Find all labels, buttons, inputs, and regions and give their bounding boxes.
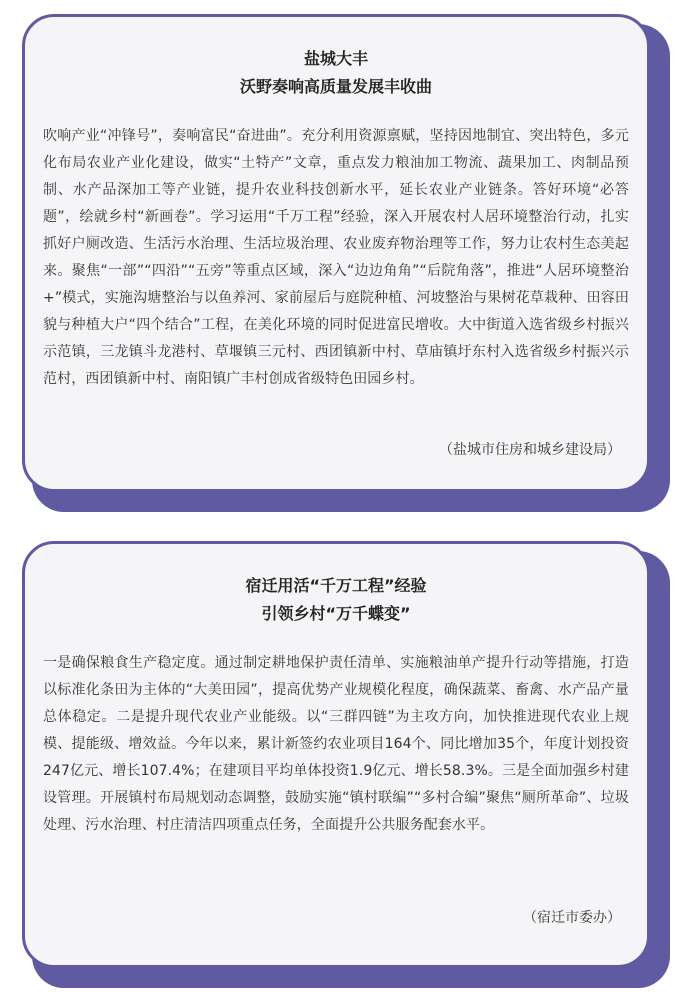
card-title-line1: 宿迁用活“千万工程”经验 [245,576,427,595]
card-title-line1: 盐城大丰 [303,49,368,68]
card-body: 一是确保粮食生产稳定度。通过制定耕地保护责任清单、实施粮油单产提升行动等措施，打造以标准化条田为主体的“大美田园”，提高优势产业规模化程度，确保蔬菜、畜禽、水产品产量总体稳定。二是提升现代农业产业能级。以“三群四链”为主攻方向，加快推进现代农业上规模、提能级、增效益。今年以来，累计新签约农业项目164个、同比增加35个，年度计划投资247亿元、增长107.4%；在建项目平均单体投资1.9亿元、增长58.3%。三是全面加强乡村建设管理。开展镇村布局规划动态调整，鼓励实施“镇村联编”“多村合编”聚焦“厕所革命”、垃圾处理、污水治理、村庄清洁四项重点任务，全面提升公共服务配套水平。 [43,655,629,833]
card-title-line2: 引领乡村“万千蝶变” [261,604,411,623]
card-panel [22,14,650,492]
article-card-suqian [22,541,660,978]
card-panel [22,541,650,968]
card-body: 吹响产业“冲锋号”，奏响富民“奋进曲”。充分利用资源禀赋，坚持因地制宜、突出特色，多元化布局农业产业化建设，做实“土特产”文章，重点发力粮油加工物流、蔬果加工、肉制品预制、水产品深加工等产业链，提升农业科技创新水平，延长农业产业链条。答好环境“必答题”，绘就乡村“新画卷”。学习运用“千万工程”经验，深入开展农村人居环境整治行动，扎实抓好户厕改造、生活污水治理、生活垃圾治理、农业废弃物治理等工作，努力让农村生态美起来。聚焦“一部”“四沿”“五旁”等重点区域，深入“边边角角”“后院角落”，推进“人居环境整治+”模式，实施沟塘整治与以鱼养河、家前屋后与庭院种植、河坡整治与果树花草栽种、田容田貌与种植大户“四个结合”工程，在美化环境的同时促进富民增收。大中街道入选省级乡村振兴示范镇，三龙镇斗龙港村、草堰镇三元村、西团镇新中村、草庙镇圩东村入选省级乡村振兴示范村，西团镇新中村、南阳镇广丰村创成省级特色田园乡村。 [43,128,629,387]
card-source: （盐城市住房和城乡建设局） [439,442,621,458]
article-card-yancheng [22,14,660,502]
card-title-line2: 沃野奏响高质量发展丰收曲 [239,77,432,96]
card-source: （宿迁市委办） [523,910,621,926]
